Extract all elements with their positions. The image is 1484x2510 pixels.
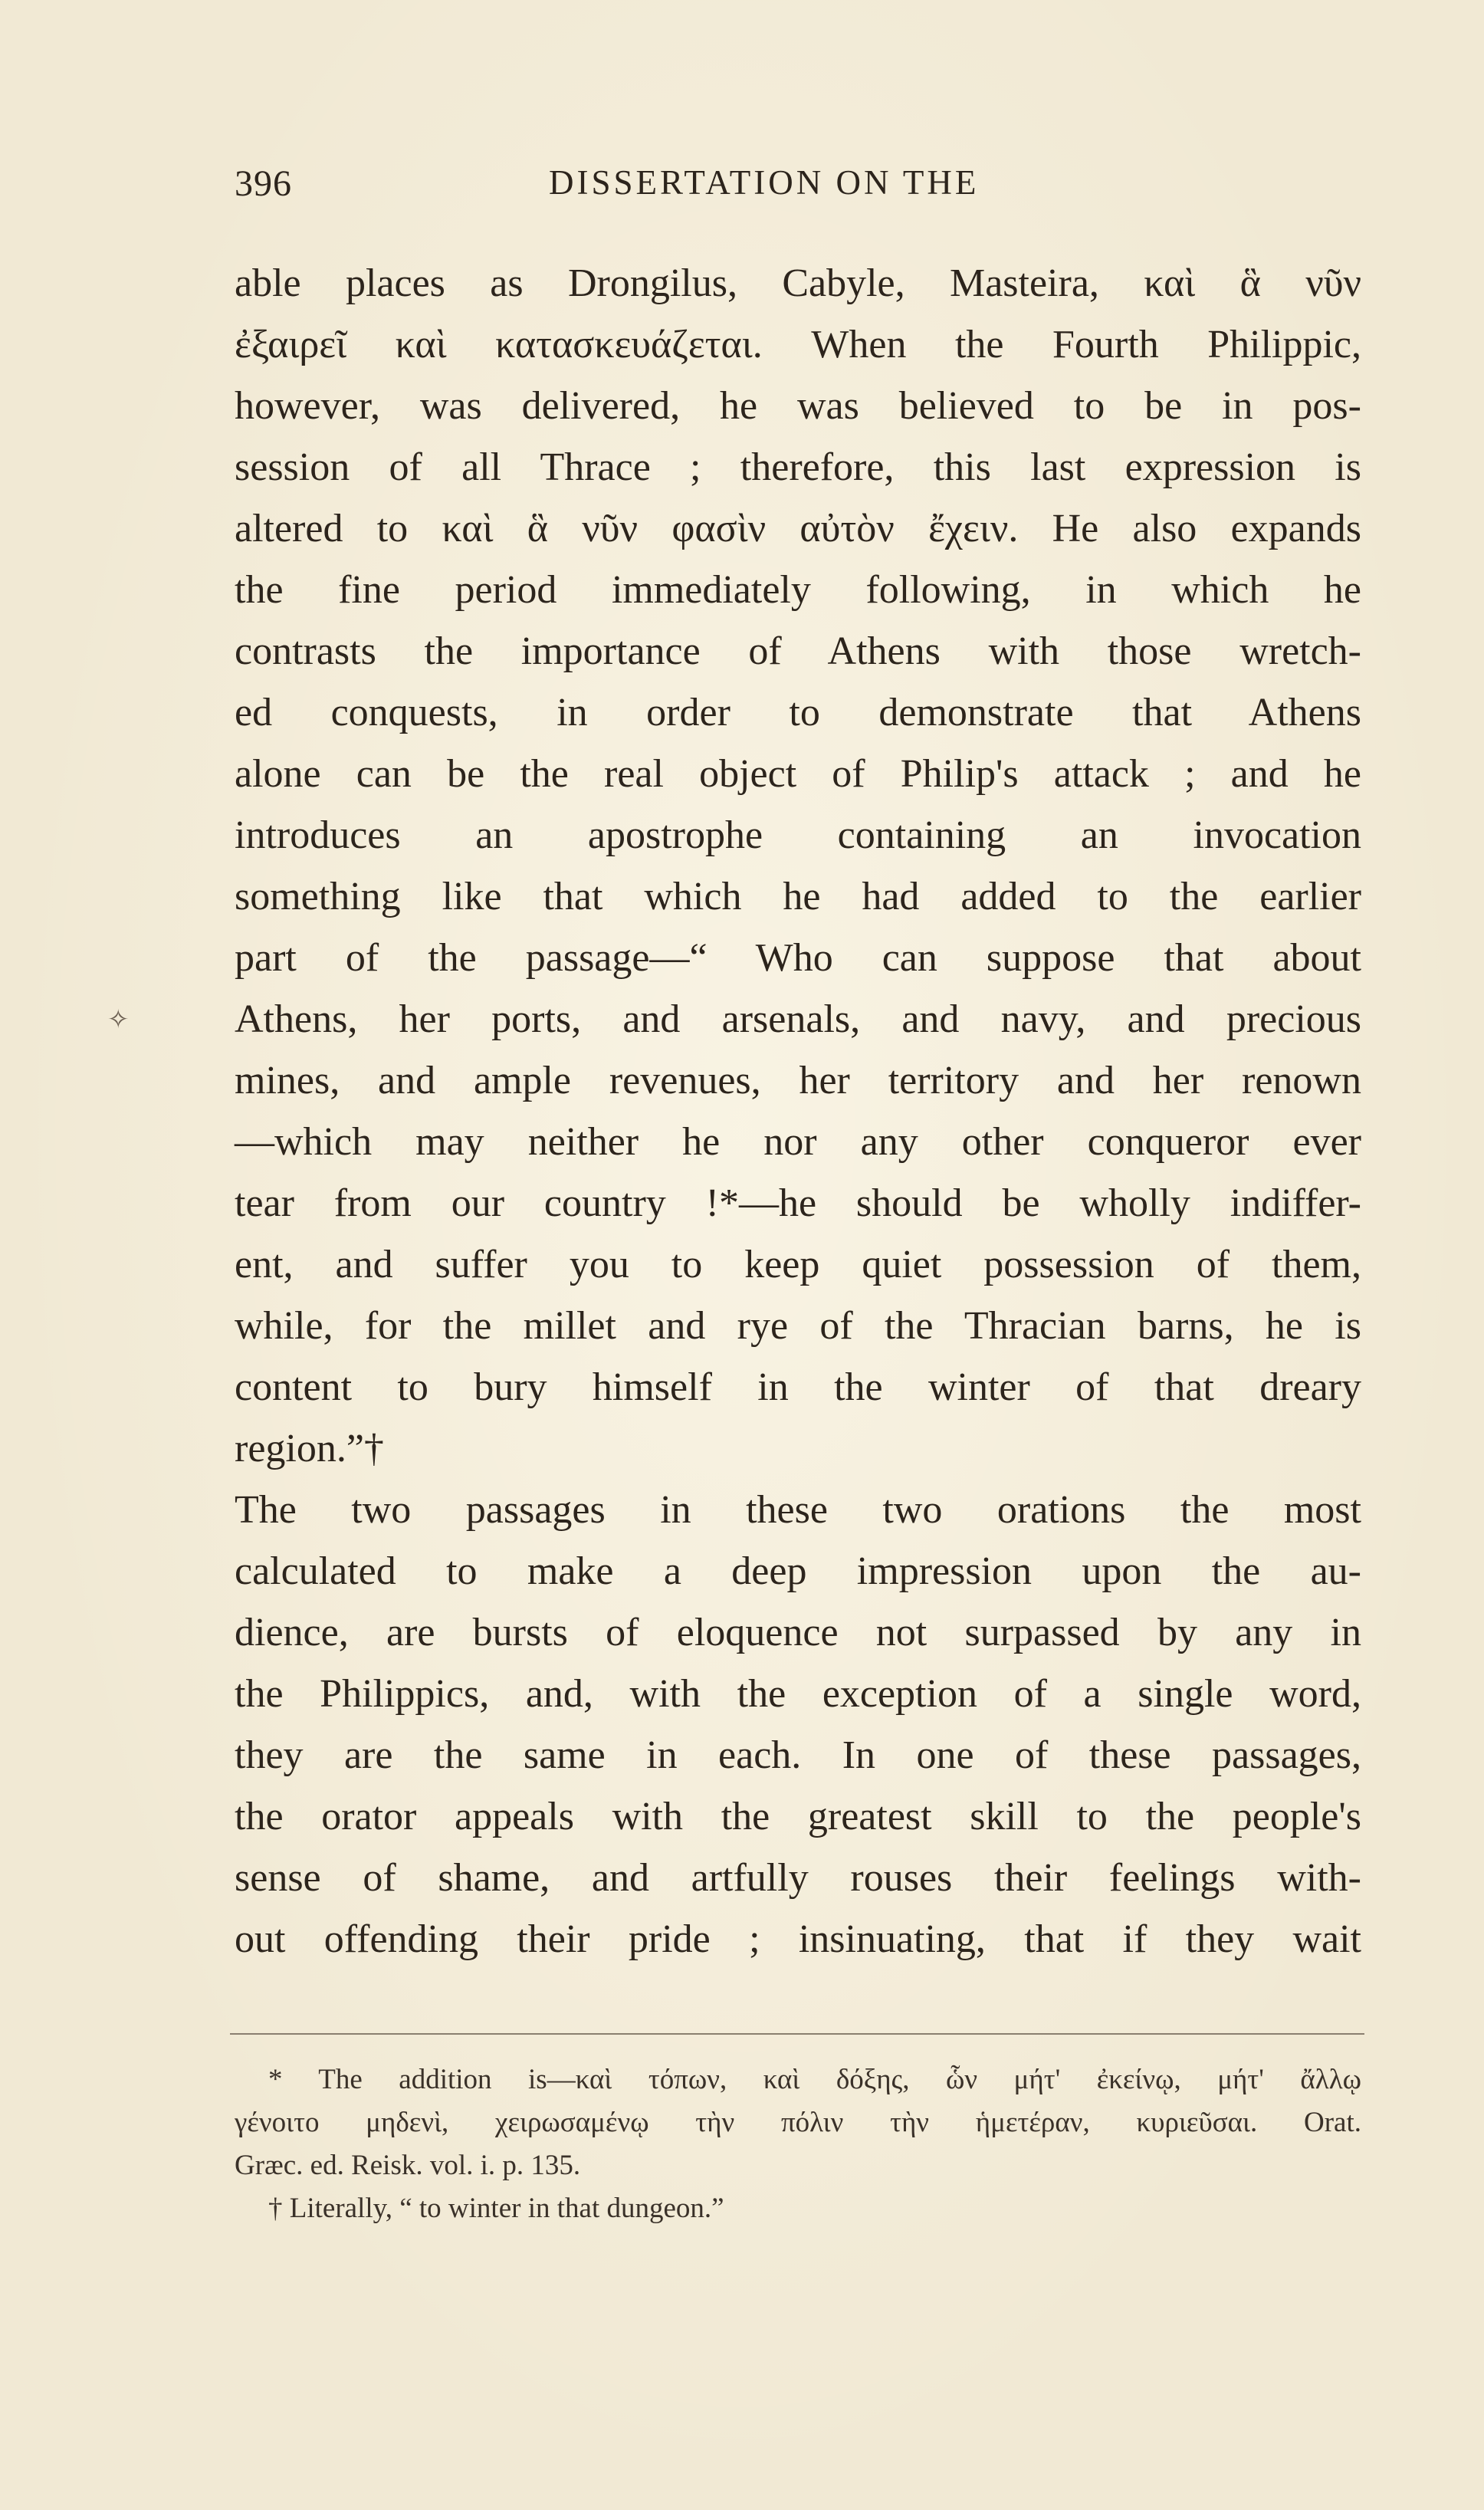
text-line: out offending their pride ; insinuating, that if they wait [235, 1917, 1361, 1961]
text-line: mines, and ample revenues, her territory and her renown [235, 1059, 1361, 1102]
body-text [235, 253, 1361, 1970]
text-line: tear from our country !*—he should be wholly indiffer- [235, 1181, 1361, 1225]
text-line: calculated to make a deep impression upon the au- [235, 1549, 1361, 1593]
running-title: DISSERTATION ON THE [549, 163, 980, 202]
footnote-line: † Literally, “ to winter in that dungeon.” [268, 2193, 724, 2224]
text-line: session of all Thrace ; therefore, this last expression is [235, 445, 1361, 489]
footnote-line: * The addition is—καὶ τόπων, καὶ δόξης, ὧν μήτ' ἐκείνῳ, μήτ' ἄλλῳ [268, 2064, 1361, 2095]
footnotes [235, 2058, 1361, 2230]
text-line: ed conquests, in order to demonstrate that Athens [235, 691, 1361, 734]
text-line: the Philippics, and, with the exception of a single word, [235, 1672, 1361, 1716]
text-line: the fine period immediately following, in which he [235, 568, 1361, 612]
text-line: however, was delivered, he was believed to be in pos- [235, 384, 1361, 428]
text-line: dience, are bursts of eloquence not surpassed by any in [235, 1611, 1361, 1654]
text-line: alone can be the real object of Philip's attack ; and he [235, 752, 1361, 796]
text-line: part of the passage—“ Who can suppose that about [235, 936, 1361, 980]
text-line: something like that which he had added to the earlier [235, 875, 1361, 918]
footnote-rule [230, 2033, 1364, 2035]
text-line: Athens, her ports, and arsenals, and navy, and precious [235, 997, 1361, 1041]
text-line: contrasts the importance of Athens with those wretch- [235, 629, 1361, 673]
page-number: 396 [235, 163, 292, 204]
text-line: ent, and suffer you to keep quiet possession of them, [235, 1243, 1361, 1286]
footnote-line: γένοιτο μηδενὶ, χειρωσαμένῳ τὴν πόλιν τὴν ἡμετέραν, κυριεῦσαι. Orat. [235, 2107, 1361, 2138]
text-line: while, for the millet and rye of the Thracian barns, he is [235, 1304, 1361, 1348]
text-line: sense of shame, and artfully rouses their feelings with- [235, 1856, 1361, 1900]
margin-mark: ✧ [107, 1006, 130, 1034]
text-line: region.”† [235, 1427, 384, 1470]
text-line: ἐξαιρεῖ καὶ κατασκευάζεται. When the Fourth Philippic, [235, 323, 1361, 366]
text-line: content to bury himself in the winter of that dreary [235, 1365, 1361, 1409]
footnote-line: Græc. ed. Reisk. vol. i. p. 135. [235, 2150, 581, 2181]
text-line: —which may neither he nor any other conqueror ever [235, 1120, 1361, 1164]
text-line: able places as Drongilus, Cabyle, Masteira, καὶ ἃ νῦν [235, 261, 1361, 305]
text-line: The two passages in these two orations the most [235, 1488, 1361, 1532]
running-head [235, 163, 1056, 209]
text-line: they are the same in each. In one of these passages, [235, 1733, 1361, 1777]
text-line: the orator appeals with the greatest skill to the people's [235, 1795, 1361, 1838]
text-line: introduces an apostrophe containing an invocation [235, 813, 1361, 857]
text-line: altered to καὶ ἃ νῦν φασὶν αὐτὸν ἔχειν. He also expands [235, 507, 1361, 550]
